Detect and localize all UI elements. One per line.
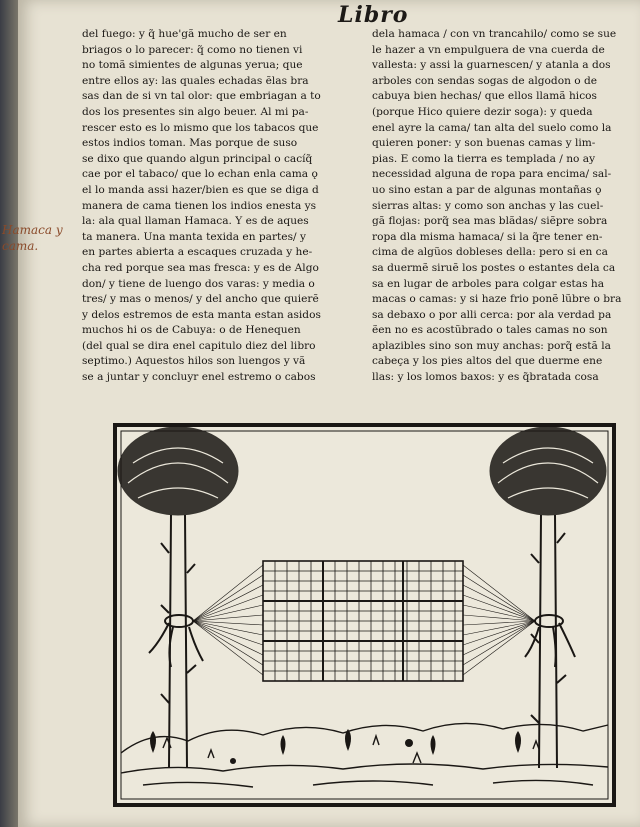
right-text-column — [372, 27, 634, 386]
text-line: sierras altas: y como son anchas y las cuel- — [372, 199, 604, 212]
text-line: dos los presentes sin algo beuer. Al mi pa- — [82, 105, 309, 118]
left-text-column — [82, 27, 366, 386]
text-line: y delos estremos de esta manta estan asidos — [82, 308, 321, 321]
text-line: sa duermẽ siruẽ los postes o estantes dela ca — [372, 261, 616, 274]
margin-annotation — [2, 222, 63, 254]
text-line: sa en lugar de arboles para colgar estas ha — [372, 277, 605, 290]
book-gutter — [0, 0, 18, 827]
text-line: la: ala qual llaman Hamaca. Y es de aques — [82, 215, 309, 228]
hammock-woodcut-illustration — [113, 423, 616, 807]
text-line: uo sino estan a par de algunas montañas ǫ — [372, 183, 602, 196]
text-line: cabeça y los pies altos del que duerme ene — [372, 355, 603, 368]
text-line: arboles con sendas sogas de algodon o de — [372, 74, 598, 87]
text-line: no tomã simientes de algunas yerua; que — [82, 59, 303, 72]
text-line: estos indios toman. Mas porque de suso — [82, 137, 298, 150]
text-line: entre ellos ay: las quales echadas ẽlas bra — [82, 74, 309, 87]
margin-annotation-line: cama. — [2, 239, 39, 253]
text-line: (del qual se dira enel capitulo diez del libro — [82, 339, 316, 352]
text-line: rescer esto es lo mismo que los tabacos que — [82, 121, 319, 134]
text-line: septimo.) Aquestos hilos son luengos y vã — [82, 355, 306, 368]
text-line: ta manera. Una manta texida en partes/ y — [82, 230, 306, 243]
text-line: cae por el tabaco/ que lo echan enla cama ǫ — [82, 168, 318, 181]
text-line: vallesta: y assi la guarnescen/ y atanla a dos — [372, 59, 611, 72]
text-line: aplazibles sino son muy anchas: porq̃ estã la — [372, 339, 611, 352]
text-line: briagos o lo parecer: q̃ como no tienen vi — [82, 43, 303, 56]
text-line: don/ y tiene de luengo dos varas: y media o — [82, 277, 315, 290]
text-line: se dixo que quando algun principal o cacíq̃ — [82, 152, 313, 165]
text-line: manera de cama tienen los indios enesta ys — [82, 199, 317, 212]
hammock-net — [263, 561, 463, 681]
text-line: gã flojas: porq̃ sea mas blãdas/ siẽpre sobra — [372, 215, 608, 228]
text-line: ropa dla misma hamaca/ si la q̃re tener en- — [372, 230, 603, 243]
text-line: cha red porque sea mas fresca: y es de Algo — [82, 261, 319, 274]
text-line: muchos hi os de Cabuya: o de Henequen — [82, 324, 301, 337]
text-line: sas dan de si vn tal olor: que embriagan a to — [82, 90, 321, 103]
text-line: cabuya bien hechas/ que ellos llamã hicos — [372, 90, 597, 103]
text-line: necessidad alguna de ropa para encima/ sal- — [372, 168, 612, 181]
text-line: ẽen no es acostũbrado o tales camas no son — [372, 324, 608, 337]
text-line: pias. E como la tierra es templada / no ay — [372, 152, 596, 165]
margin-annotation-line: Hamaca y — [2, 223, 63, 237]
text-line: quieren poner: y son buenas camas y lim- — [372, 137, 596, 150]
text-line: en partes abierta a escaques cruzada y he- — [82, 246, 313, 259]
text-line: del fuego: y q̃ hue'gã mucho de ser en — [82, 28, 287, 40]
text-line: le hazer a vn empulguera de vna cuerda de — [372, 43, 605, 56]
text-line: el lo manda assi hazer/bien es que se diga d — [82, 183, 319, 196]
text-line: enel ayre la cama/ tan alta del suelo como la — [372, 121, 612, 134]
text-line: se a juntar y concluyr enel estremo o cabos — [82, 371, 316, 384]
text-line: dela hamaca / con vn trancahilo/ como se sue — [372, 28, 617, 40]
text-line: (porque Hico quiere dezir soga): y queda — [372, 105, 593, 118]
page-header: Libro — [338, 2, 409, 28]
text-line: cima de algũos dobleses della: pero si en ca — [372, 246, 608, 259]
text-line: tres/ y mas o menos/ y del ancho que quierẽ — [82, 293, 319, 306]
text-line: sa debaxo o por alli cerca: por ala verdad pa — [372, 308, 612, 321]
text-line: llas: y los lomos baxos: y es q̃bratada cosa — [372, 371, 599, 384]
text-line: macas o camas: y si haze frio ponẽ lũbre o bra — [372, 293, 622, 306]
